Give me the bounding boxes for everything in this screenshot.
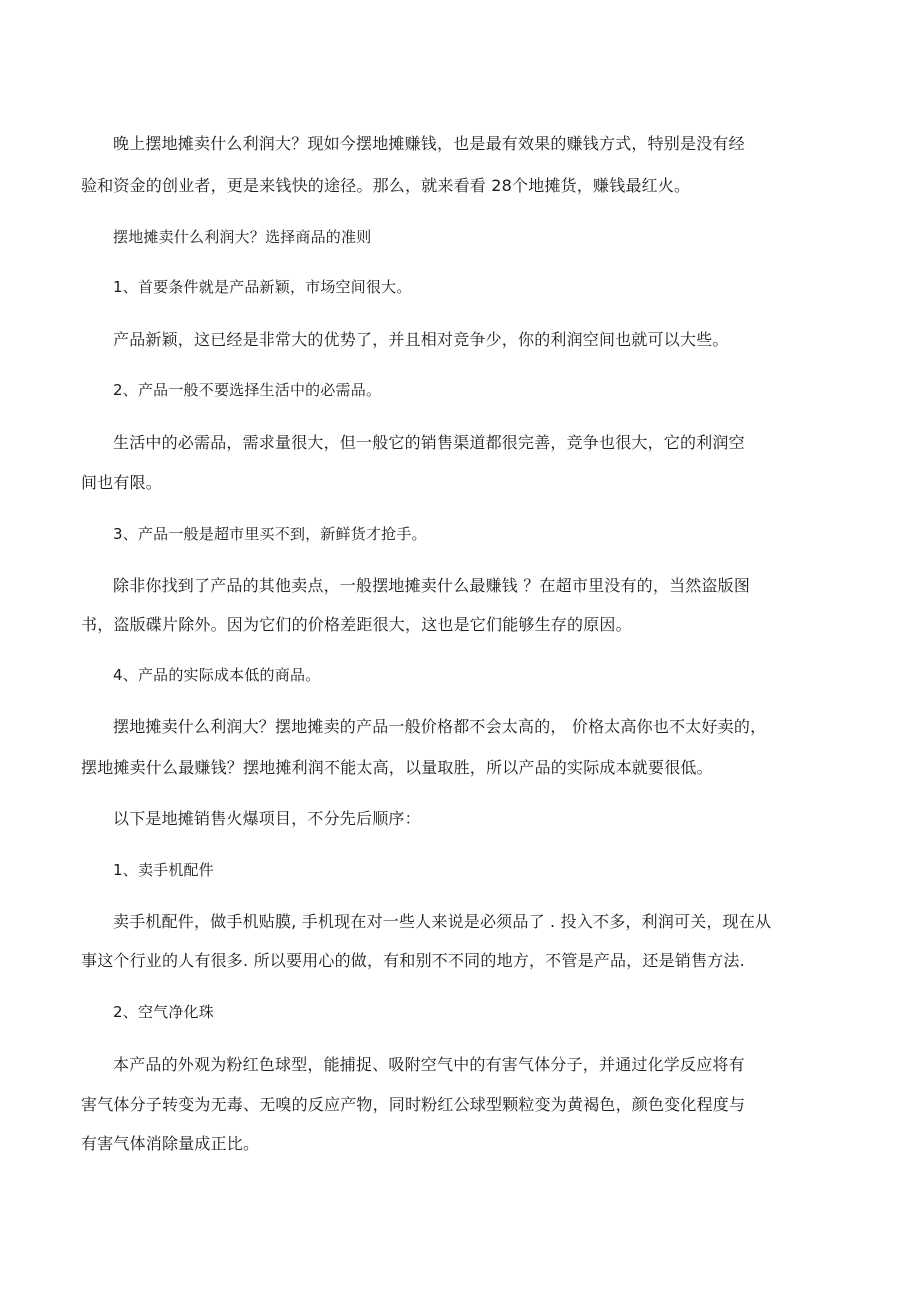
projects-intro: 以下是地摊销售火爆项目，不分先后顺序： <box>113 809 421 828</box>
criterion-1-title: 1、首要条件就是产品新颖，市场空间很大。 <box>113 278 412 296</box>
project-2-body-line-1: 本产品的外观为粉红色球型，能捕捉、吸附空气中的有害气体分子，并通过化学反应将有 <box>113 1055 745 1074</box>
criterion-4-title: 4、产品的实际成本低的商品。 <box>113 666 321 684</box>
criterion-3-body-line-2: 书，盗版碟片除外。因为它们的价格差距很大，这也是它们能够生存的原因。 <box>81 615 632 634</box>
criterion-3-title: 3、产品一般是超市里买不到，新鲜货才抢手。 <box>113 525 427 543</box>
criterion-1-body: 产品新颖，这已经是非常大的优势了，并且相对竞争少，你的利润空间也就可以大些。 <box>113 330 729 349</box>
project-1-body-line-2: 事这个行业的人有很多. 所以要用心的做，有和别不不同的地方，不管是产品，还是销售方法. <box>81 951 745 970</box>
criterion-2-body-line-1: 生活中的必需品，需求量很大，但一般它的销售渠道都很完善，竞争也很大，它的利润空 <box>113 433 745 452</box>
criteria-heading: 摆地摊卖什么利润大？选择商品的准则 <box>113 228 372 246</box>
project-1-body-line-1: 卖手机配件，做手机贴膜, 手机现在对一些人来说是必须品了 . 投入不多，利润可关，现在从 <box>113 912 772 931</box>
criterion-3-body-line-1: 除非你找到了产品的其他卖点，一般摆地摊卖什么最赚钱 ？在超市里没有的，当然盗版图 <box>113 576 751 595</box>
criterion-4-body-line-2: 摆地摊卖什么最赚钱？摆地摊利润不能太高，以量取胜，所以产品的实际成本就要很低。 <box>81 758 713 777</box>
criterion-2-title: 2、产品一般不要选择生活中的必需品。 <box>113 381 382 399</box>
criterion-4-body-line-1: 摆地摊卖什么利润大？摆地摊卖的产品一般价格都不会太高的， 价格太高你也不太好卖的， <box>113 717 767 736</box>
project-1-title: 1、卖手机配件 <box>113 861 214 879</box>
intro-line-2: 验和资金的创业者，更是来钱快的途径。那么，就来看看 28个地摊货，赚钱最红火。 <box>81 176 691 195</box>
project-2-title: 2、空气净化珠 <box>113 1003 214 1021</box>
intro-line-1: 晚上摆地摊卖什么利润大？现如今摆地摊赚钱，也是最有效果的赚钱方式，特别是没有经 <box>113 134 745 153</box>
project-2-body-line-3: 有害气体消除量成正比。 <box>81 1134 260 1153</box>
criterion-2-body-line-2: 间也有限。 <box>81 473 163 492</box>
project-2-body-line-2: 害气体分子转变为无毒、无嗅的反应产物，同时粉红公球型颗粒变为黄褐色，颜色变化程度与 <box>81 1095 746 1114</box>
